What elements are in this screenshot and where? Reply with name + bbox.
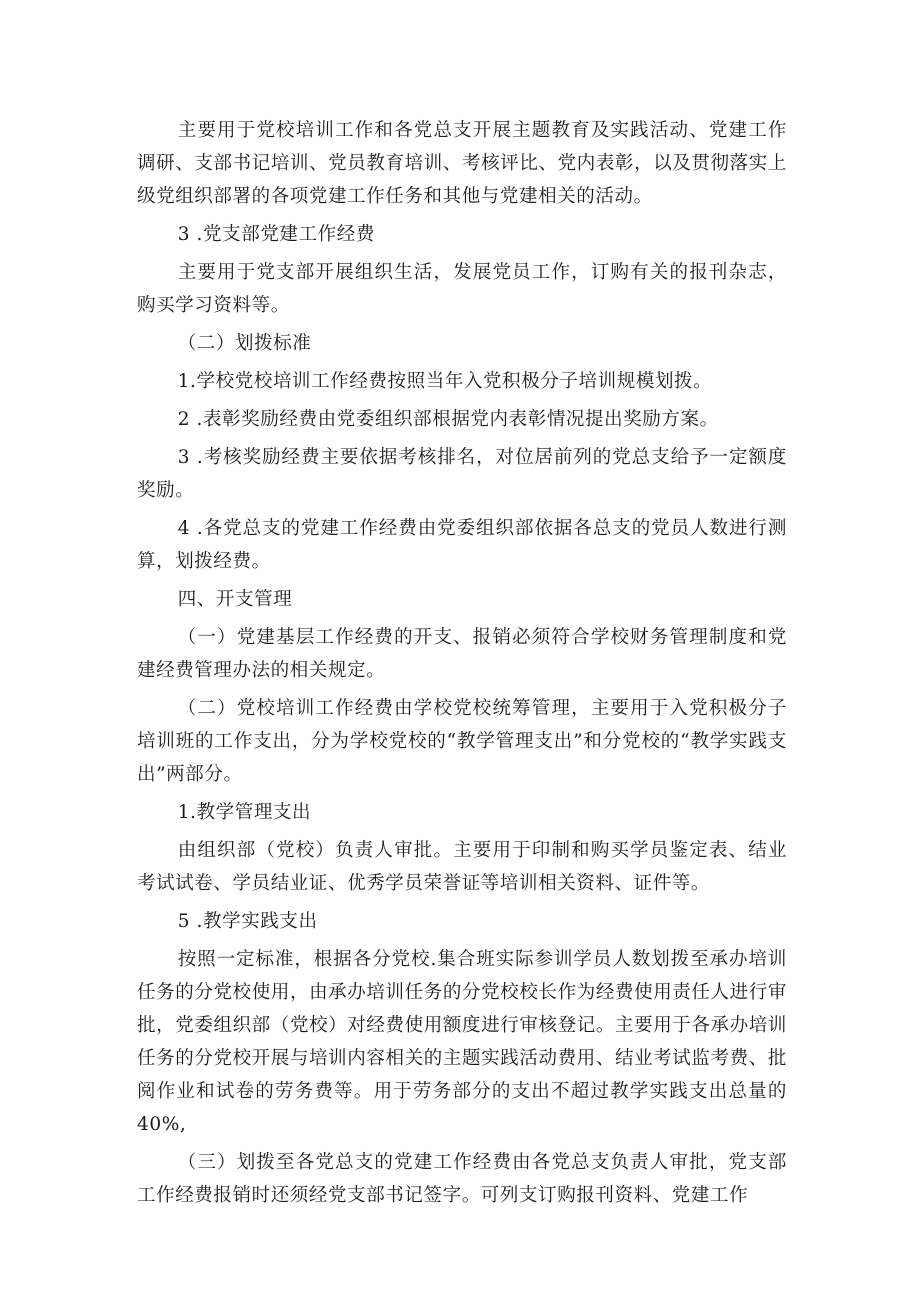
paragraph-standard-3: 3 .考核奖励经费主要依据考核排名，对位居前列的党总支给予一定额度奖励。 bbox=[137, 447, 787, 501]
paragraph-standard-4: 4 .各党总支的党建工作经费由党委组织部依据各总支的党员人数进行测算，划拨经费。 bbox=[137, 518, 787, 572]
heading-allocation-standard: （二）划拨标准 bbox=[177, 333, 312, 354]
heading-teaching-management: 1.教学管理支出 bbox=[177, 802, 312, 823]
paragraph-standard-1: 1.学校党校培训工作经费按照当年入党积极分子培训规模划拨。 bbox=[177, 371, 713, 392]
heading-branch-funds: 3 .党支部党建工作经费 bbox=[177, 224, 375, 245]
paragraph-teaching-practice: 按照一定标准，根据各分党校.集合班实际参训学员人数划拨至承办培训任务的分党校使用，由承办培训任务的分党校校长作为经费使用责任人进行审批，党委组织部（党校）对经费使用额度进行审核登记。主要用于各承办培训任务的分党校开展与培训内容相关的主题实践活动费用、结业考试监考费、批阅作业和试卷的劳务费等。用于劳务部分的支出不超过教学实践支出总量的40%, bbox=[137, 949, 787, 1135]
paragraph-teaching-management: 由组织部（党校）负责人审批。主要用于印制和购买学员鉴定表、结业考试试卷、学员结业证、优秀学员荣誉证等培训相关资料、证件等。 bbox=[137, 840, 787, 894]
paragraph-branch-funds-usage: 主要用于党支部开展组织生活，发展党员工作，订购有关的报刊杂志，购买学习资料等。 bbox=[137, 262, 787, 316]
heading-teaching-practice: 5 .教学实践支出 bbox=[177, 911, 318, 932]
paragraph-usage-party-school: 主要用于党校培训工作和各党总支开展主题教育及实践活动、党建工作调研、支部书记培训、党员教育培训、考核评比、党内表彰，以及贯彻落实上级党组织部署的各项党建工作任务和其他与党建相关的活动。 bbox=[137, 120, 787, 207]
paragraph-standard-2: 2 .表彰奖励经费由党委组织部根据党内表彰情况提出奖励方案。 bbox=[177, 409, 719, 430]
paragraph-management-2: （二）党校培训工作经费由学校党校统筹管理，主要用于入党积极分子培训班的工作支出，分为学校党校的“教学管理支出”和分党校的“教学实践支出”两部分。 bbox=[137, 698, 787, 785]
paragraph-management-1: （一）党建基层工作经费的开支、报销必须符合学校财务管理制度和党建经费管理办法的相关规定。 bbox=[137, 627, 787, 681]
paragraph-management-3: （三）划拨至各党总支的党建工作经费由各党总支负责人审批，党支部工作经费报销时还须经党支部书记签字。可列支订购报刊资料、党建工作 bbox=[137, 1152, 787, 1206]
document-body bbox=[137, 114, 787, 1217]
heading-expense-management: 四、开支管理 bbox=[177, 589, 293, 610]
